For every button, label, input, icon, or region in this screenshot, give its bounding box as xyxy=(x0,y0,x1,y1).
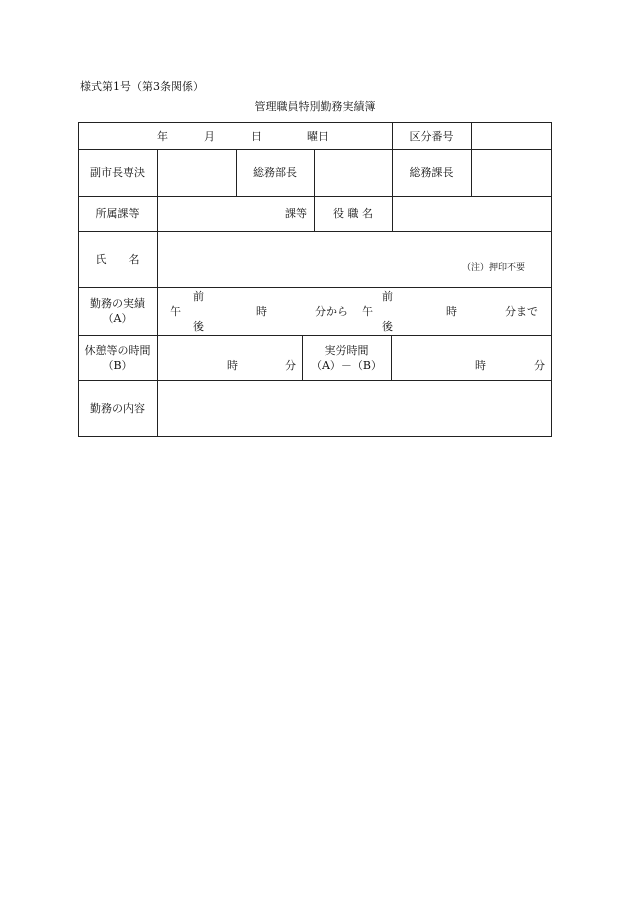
end-minute-to-label: 分まで xyxy=(505,305,538,318)
row-divider xyxy=(78,149,552,150)
work-record-label-line2: （A） xyxy=(102,312,133,325)
start-am-label: 前 xyxy=(193,290,204,303)
general-affairs-manager-label: 総務課長 xyxy=(409,166,454,179)
break-time-label-line1: 休憩等の時間 xyxy=(84,344,151,357)
actual-hours-label-line2: （A）－（B） xyxy=(310,359,383,372)
start-hour-label: 時 xyxy=(256,305,267,318)
actual-minute-label: 分 xyxy=(534,359,545,372)
break-time-label-line2: （B） xyxy=(102,359,133,372)
actual-hours-label-line1: 実労時間 xyxy=(324,344,369,357)
cell-divider xyxy=(314,149,315,196)
row-divider xyxy=(78,287,552,288)
start-minute-from-label: 分から xyxy=(315,305,348,318)
end-hour-label: 時 xyxy=(446,305,457,318)
general-affairs-director-label: 総務部長 xyxy=(253,166,297,179)
end-pm-label: 後 xyxy=(382,320,393,333)
cell-divider xyxy=(157,149,158,196)
form-label: 様式第1号（第3条関係） xyxy=(80,80,204,93)
end-am-label: 前 xyxy=(382,290,393,303)
row-divider xyxy=(78,196,552,197)
work-record-label-line1: 勤務の実績 xyxy=(90,297,145,310)
actual-hour-label: 時 xyxy=(475,359,486,372)
end-noon-label: 午 xyxy=(362,305,373,318)
start-pm-label: 後 xyxy=(193,320,204,333)
deputy-mayor-approval-label: 副市長専決 xyxy=(90,166,145,179)
day-label: 日 xyxy=(251,130,262,143)
cell-divider xyxy=(471,149,472,196)
cell-divider xyxy=(471,122,472,149)
row-divider xyxy=(78,380,552,381)
row-divider xyxy=(78,335,552,336)
weekday-label: 曜日 xyxy=(307,130,329,143)
cell-divider xyxy=(302,335,303,380)
start-noon-label: 午 xyxy=(170,305,181,318)
work-content-label: 勤務の内容 xyxy=(90,402,145,415)
cell-divider xyxy=(392,196,393,231)
cell-divider xyxy=(157,196,158,231)
month-label: 月 xyxy=(204,130,215,143)
department-label: 所属課等 xyxy=(95,207,140,220)
row-divider xyxy=(78,231,552,232)
break-hour-label: 時 xyxy=(227,359,238,372)
document-title: 管理職員特別勤務実績簿 xyxy=(254,100,376,113)
seal-not-required-note: （注）押印不要 xyxy=(462,263,526,273)
category-number-label: 区分番号 xyxy=(409,130,454,143)
break-minute-label: 分 xyxy=(285,359,296,372)
name-label: 氏 名 xyxy=(95,253,140,266)
cell-divider xyxy=(157,231,158,437)
year-label: 年 xyxy=(157,130,168,143)
cell-divider xyxy=(391,335,392,380)
section-label: 課等 xyxy=(285,207,307,220)
position-label: 役 職 名 xyxy=(333,207,373,220)
